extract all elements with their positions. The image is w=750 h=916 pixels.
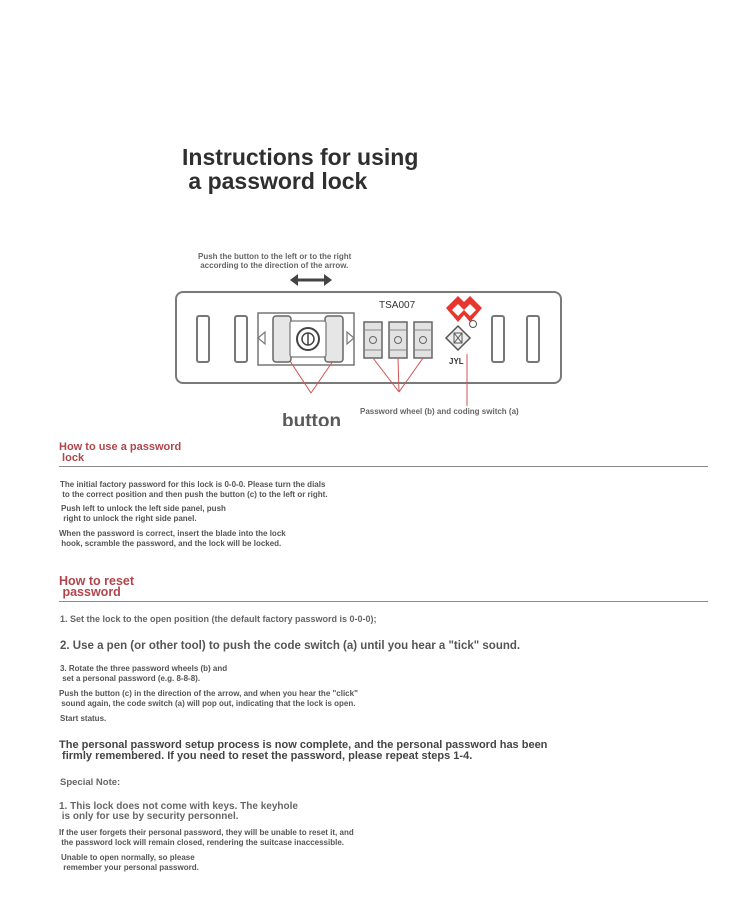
brand-text: JYL bbox=[449, 357, 464, 366]
lock-diagram bbox=[170, 266, 570, 416]
special-note-2: If the user forgets their personal password, they will be unable to reset it, and the password lock will remain closed, rendering the suitcase inaccessible. bbox=[59, 828, 354, 847]
special-note-1: 1. This lock does not come with keys. The keyhole is only for use by security personnel. bbox=[59, 801, 298, 822]
direction-arrow-icon bbox=[290, 274, 332, 286]
reset-step-2: 2. Use a pen (or other tool) to push the code switch (a) until you hear a "tick" sound. bbox=[60, 640, 521, 652]
wheel-label: Password wheel (b) and coding switch (a) bbox=[360, 407, 519, 416]
reset-complete: The personal password setup process is now complete, and the personal password has been firmly remembered. If you need to reset the password, please repeat steps 1-4. bbox=[59, 739, 548, 762]
reset-step-1: 1. Set the lock to the open position (the default factory password is 0-0-0); bbox=[60, 614, 377, 624]
use-paragraph: The initial factory password for this lock is 0-0-0. Please turn the dials to the correct position and then push the button (c) to the left or right. bbox=[60, 480, 328, 499]
section-reset-heading: How to reset password bbox=[59, 574, 135, 599]
start-status: Start status. bbox=[60, 714, 107, 723]
page-title: Instructions for using a password lock bbox=[182, 144, 419, 194]
button-label: button bbox=[282, 411, 342, 426]
section-use-heading: How to use a password lock bbox=[59, 441, 182, 464]
model-text: TSA007 bbox=[379, 300, 416, 311]
reset-step-4: Push the button (c) in the direction of the arrow, and when you hear the "click" sound again, the code switch (a) will pop out, indicating that the lock is open. bbox=[59, 689, 358, 708]
divider bbox=[59, 466, 708, 467]
push-caption: Push the button to the left or to the right according to the direction of the arrow. bbox=[198, 252, 352, 270]
password-wheels bbox=[364, 322, 432, 358]
divider bbox=[59, 601, 708, 602]
special-heading: Special Note: bbox=[60, 777, 121, 788]
use-paragraph: Push left to unlock the left side panel, push right to unlock the right side panel. bbox=[61, 504, 226, 523]
use-paragraph: When the password is correct, insert the blade into the lock hook, scramble the password, and the lock will be locked. bbox=[59, 529, 286, 548]
keyhole-icon bbox=[297, 328, 319, 350]
special-note-3: Unable to open normally, so please remember your personal password. bbox=[61, 853, 199, 872]
reset-step-3: 3. Rotate the three password wheels (b) and set a personal password (e.g. 8-8-8). bbox=[60, 664, 228, 683]
